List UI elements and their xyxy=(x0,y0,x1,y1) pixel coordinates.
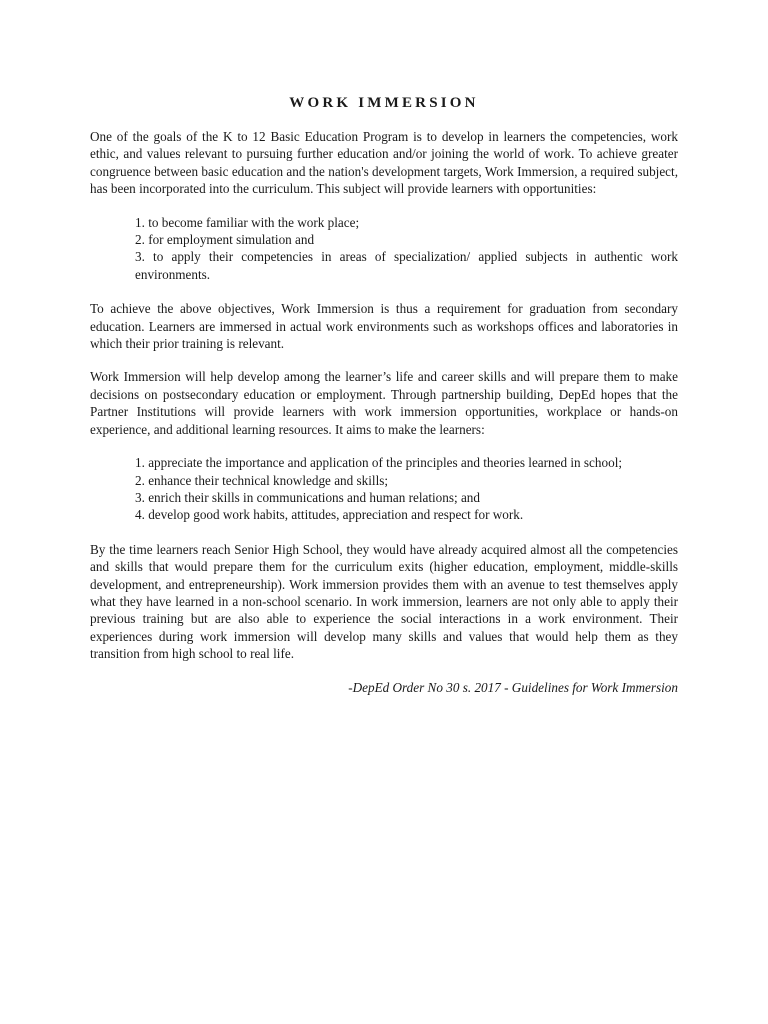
list-item: 1. appreciate the importance and application of the principles and theories learned in school; xyxy=(135,455,623,471)
list-item: 4. develop good work habits, attitudes, appreciation and respect for work. xyxy=(135,507,524,523)
list-item: 2. for employment simulation and xyxy=(135,232,315,248)
paragraph-objectives: To achieve the above objectives, Work Immersion is thus a requirement for graduation from secondary education. Learners are immersed in actual work environments such as workshops offices and laboratories in which their prior training is relevant. xyxy=(90,301,678,352)
document-page xyxy=(90,93,678,696)
list-item: 3. enrich their skills in communications and human relations; and xyxy=(135,489,480,505)
list-item: 2. enhance their technical knowledge and skills; xyxy=(135,472,389,488)
list-item: 1. to become familiar with the work place; xyxy=(135,214,360,230)
document-title: WORK IMMERSION xyxy=(289,95,479,111)
paragraph-partnership: Work Immersion will help develop among the learner’s life and career skills and will prepare them to make decisions on postsecondary education or employment. Through partnership building, DepEd hopes that the Partner Institutions will provide learners with work immersion opportunities, workplace or hands-on experience, and additional learning resources. It aims to make the learners: xyxy=(90,369,678,437)
paragraph-senior-high: By the time learners reach Senior High School, they would have already acquired almost all the competencies and skills that would prepare them for the curriculum exits (higher education, employment, middle-skills development, and entrepreneurship). Work immersion provides them with an avenue to test themselves apply what they have learned in a non-school scenario. In work immersion, learners are not only able to apply their previous training but are also able to experience the social interactions in a work environment. Their experiences during work immersion will develop many skills and values that would help them as they transition from high school to real life. xyxy=(90,541,678,662)
list-opportunities xyxy=(90,214,678,284)
citation: -DepEd Order No 30 s. 2017 - Guidelines for Work Immersion xyxy=(348,679,678,695)
list-aims xyxy=(90,454,678,524)
paragraph-goals: One of the goals of the K to 12 Basic Education Program is to develop in learners the competencies, work ethic, and values relevant to pursuing further education and/or joining the world of work. To achieve greater congruence between basic education and the nation's development targets, Work Immersion, a required subject, has been incorporated into the curriculum. This subject will provide learners with opportunities: xyxy=(90,129,678,197)
list-item: 3. to apply their competencies in areas of specialization/ applied subjects in authentic work environments. xyxy=(135,249,678,282)
